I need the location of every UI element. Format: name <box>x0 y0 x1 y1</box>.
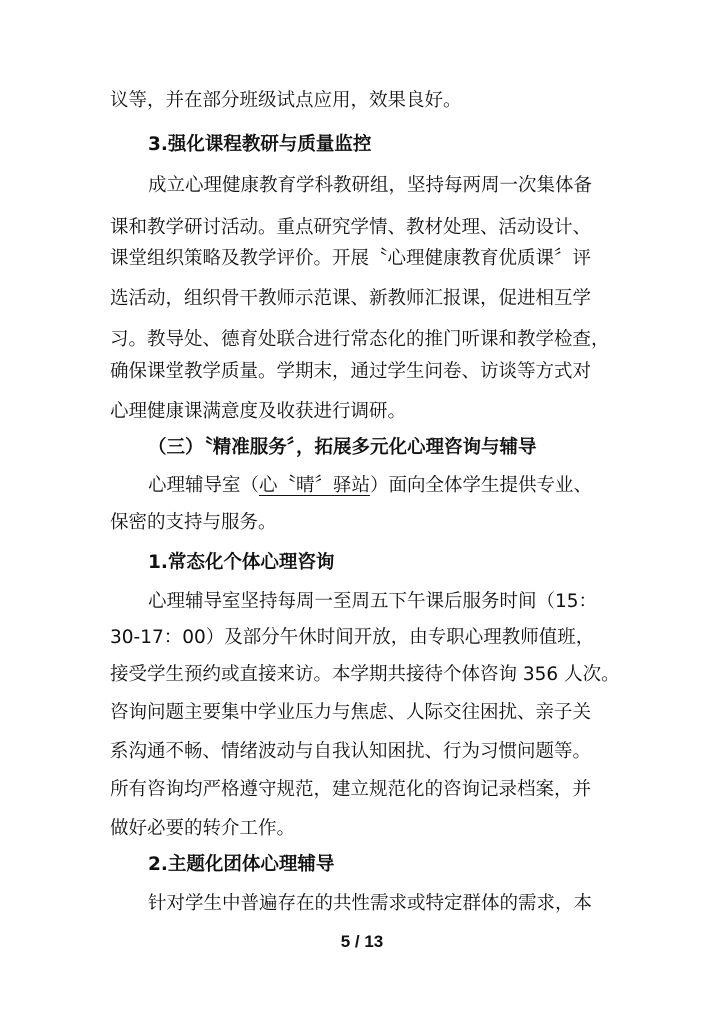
body-line: 课和教学研讨活动。重点研究学情、教材处理、活动设计、 <box>110 217 592 238</box>
body-line: 系沟通不畅、情绪波动与自我认知困扰、行为习惯问题等。 <box>110 741 592 762</box>
body-line: 针对学生中普遍存在的共性需求或特定群体的需求，本 <box>148 893 593 914</box>
body-line: 接受学生预约或直接来访。本学期共接待个体咨询 356 人次。 <box>110 664 620 685</box>
body-text: ）面向全体学生提供专业、 <box>370 475 593 496</box>
station-name: 心〝晴〞驿站 <box>259 475 371 496</box>
body-line: 心理健康课满意度及收获进行调研。 <box>110 401 407 422</box>
body-line: 习。教导处、德育处联合进行常态化的推门听课和教学检查， <box>110 329 610 350</box>
body-line: 成立心理健康教育学科教研组，坚持每两周一次集体备 <box>148 175 593 196</box>
body-line: 做好必要的转介工作。 <box>110 818 296 839</box>
section-heading: 1.常态化个体心理咨询 <box>148 552 335 573</box>
body-line: 议等，并在部分班级试点应用，效果良好。 <box>110 90 462 111</box>
body-line: 心理辅导室坚持每周一至周五下午课后服务时间（15： <box>148 591 598 612</box>
body-line: 选活动，组织骨干教师示范课、新教师汇报课，促进相互学 <box>110 288 592 309</box>
page-number: 5 / 13 <box>340 932 384 951</box>
body-text: 心理辅导室（ <box>148 475 260 496</box>
body-line: 所有咨询均严格遵守规范，建立规范化的咨询记录档案，并 <box>110 779 592 800</box>
section-heading: 2.主题化团体心理辅导 <box>148 854 335 875</box>
section-heading: 3.强化课程教研与质量监控 <box>148 134 372 155</box>
body-line: 30-17：00）及部分午休时间开放，由专职心理教师值班， <box>110 627 595 648</box>
body-line: 课堂组织策略及教学评价。开展〝心理健康教育优质课〞评 <box>110 248 592 269</box>
body-line <box>148 471 630 501</box>
body-line: 保密的支持与服务。 <box>110 512 277 533</box>
body-line: 咨询问题主要集中学业压力与焦虑、人际交往困扰、亲子关 <box>110 702 592 723</box>
body-line: 确保课堂教学质量。学期末，通过学生问卷、访谈等方式对 <box>110 361 592 382</box>
section-heading: （三）〝精准服务〞，拓展多元化心理咨询与辅导 <box>148 437 537 458</box>
